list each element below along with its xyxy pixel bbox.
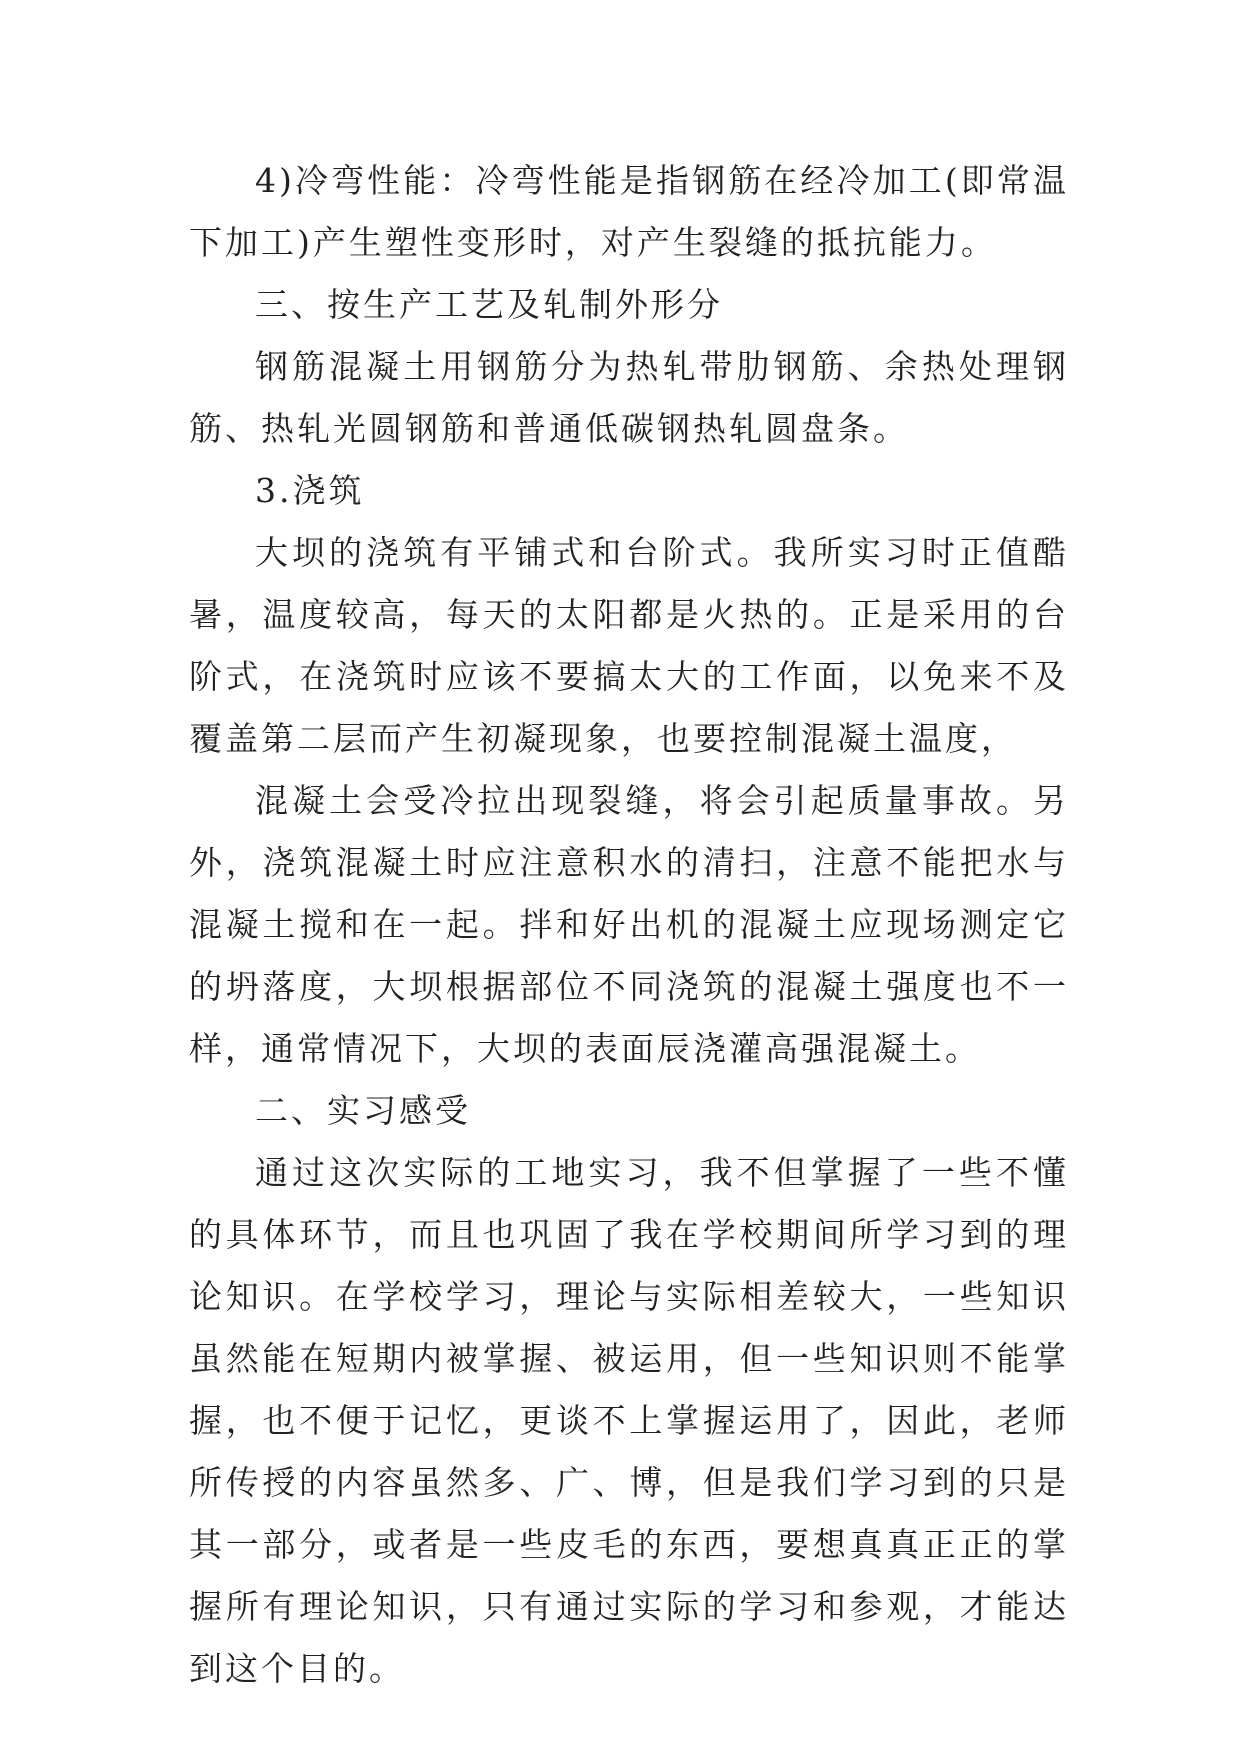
paragraph-cold-bending: 4)冷弯性能：冷弯性能是指钢筋在经冷加工(即常温下加工)产生塑性变形时，对产生裂缝的抵抗能力。: [189, 161, 1069, 262]
paragraph-rebar-types: 钢筋混凝土用钢筋分为热轧带肋钢筋、余热处理钢筋、热轧光圆钢筋和普通低碳钢热轧圆盘条。: [189, 347, 1069, 448]
section-heading-pouring: 3.浇筑: [255, 471, 365, 510]
section-heading-rolling-process: 三、按生产工艺及轧制外形分: [255, 285, 723, 324]
paragraph-internship-reflection: 通过这次实际的工地实习，我不但掌握了一些不懂的具体环节，而且也巩固了我在学校期间所学习到的理论知识。在学校学习，理论与实际相差较大，一些知识虽然能在短期内被掌握、被运用，但一些知识则不能掌握，也不便于记忆，更谈不上掌握运用了，因此，老师所传授的内容虽然多、广、博，但是我们学习到的只是其一部分，或者是一些皮毛的东西，要想真真正正的掌握所有理论知识，只有通过实际的学习和参观，才能达到这个目的。: [189, 1153, 1069, 1688]
paragraph-dam-pouring: 大坝的浇筑有平铺式和台阶式。我所实习时正值酷暑，温度较高，每天的太阳都是火热的。正是采用的台阶式，在浇筑时应该不要搞太大的工作面，以免来不及覆盖第二层而产生初凝现象，也要控制混凝土温度，: [189, 533, 1069, 758]
section-heading-internship-feelings: 二、实习感受: [255, 1091, 471, 1130]
paragraph-concrete-cracks: 混凝土会受冷拉出现裂缝，将会引起质量事故。另外，浇筑混凝土时应注意积水的清扫，注意不能把水与混凝土搅和在一起。拌和好出机的混凝土应现场测定它的坍落度，大坝根据部位不同浇筑的混凝土强度也不一样，通常情况下，大坝的表面辰浇灌高强混凝土。: [189, 781, 1069, 1068]
document-body: [189, 150, 1069, 1700]
